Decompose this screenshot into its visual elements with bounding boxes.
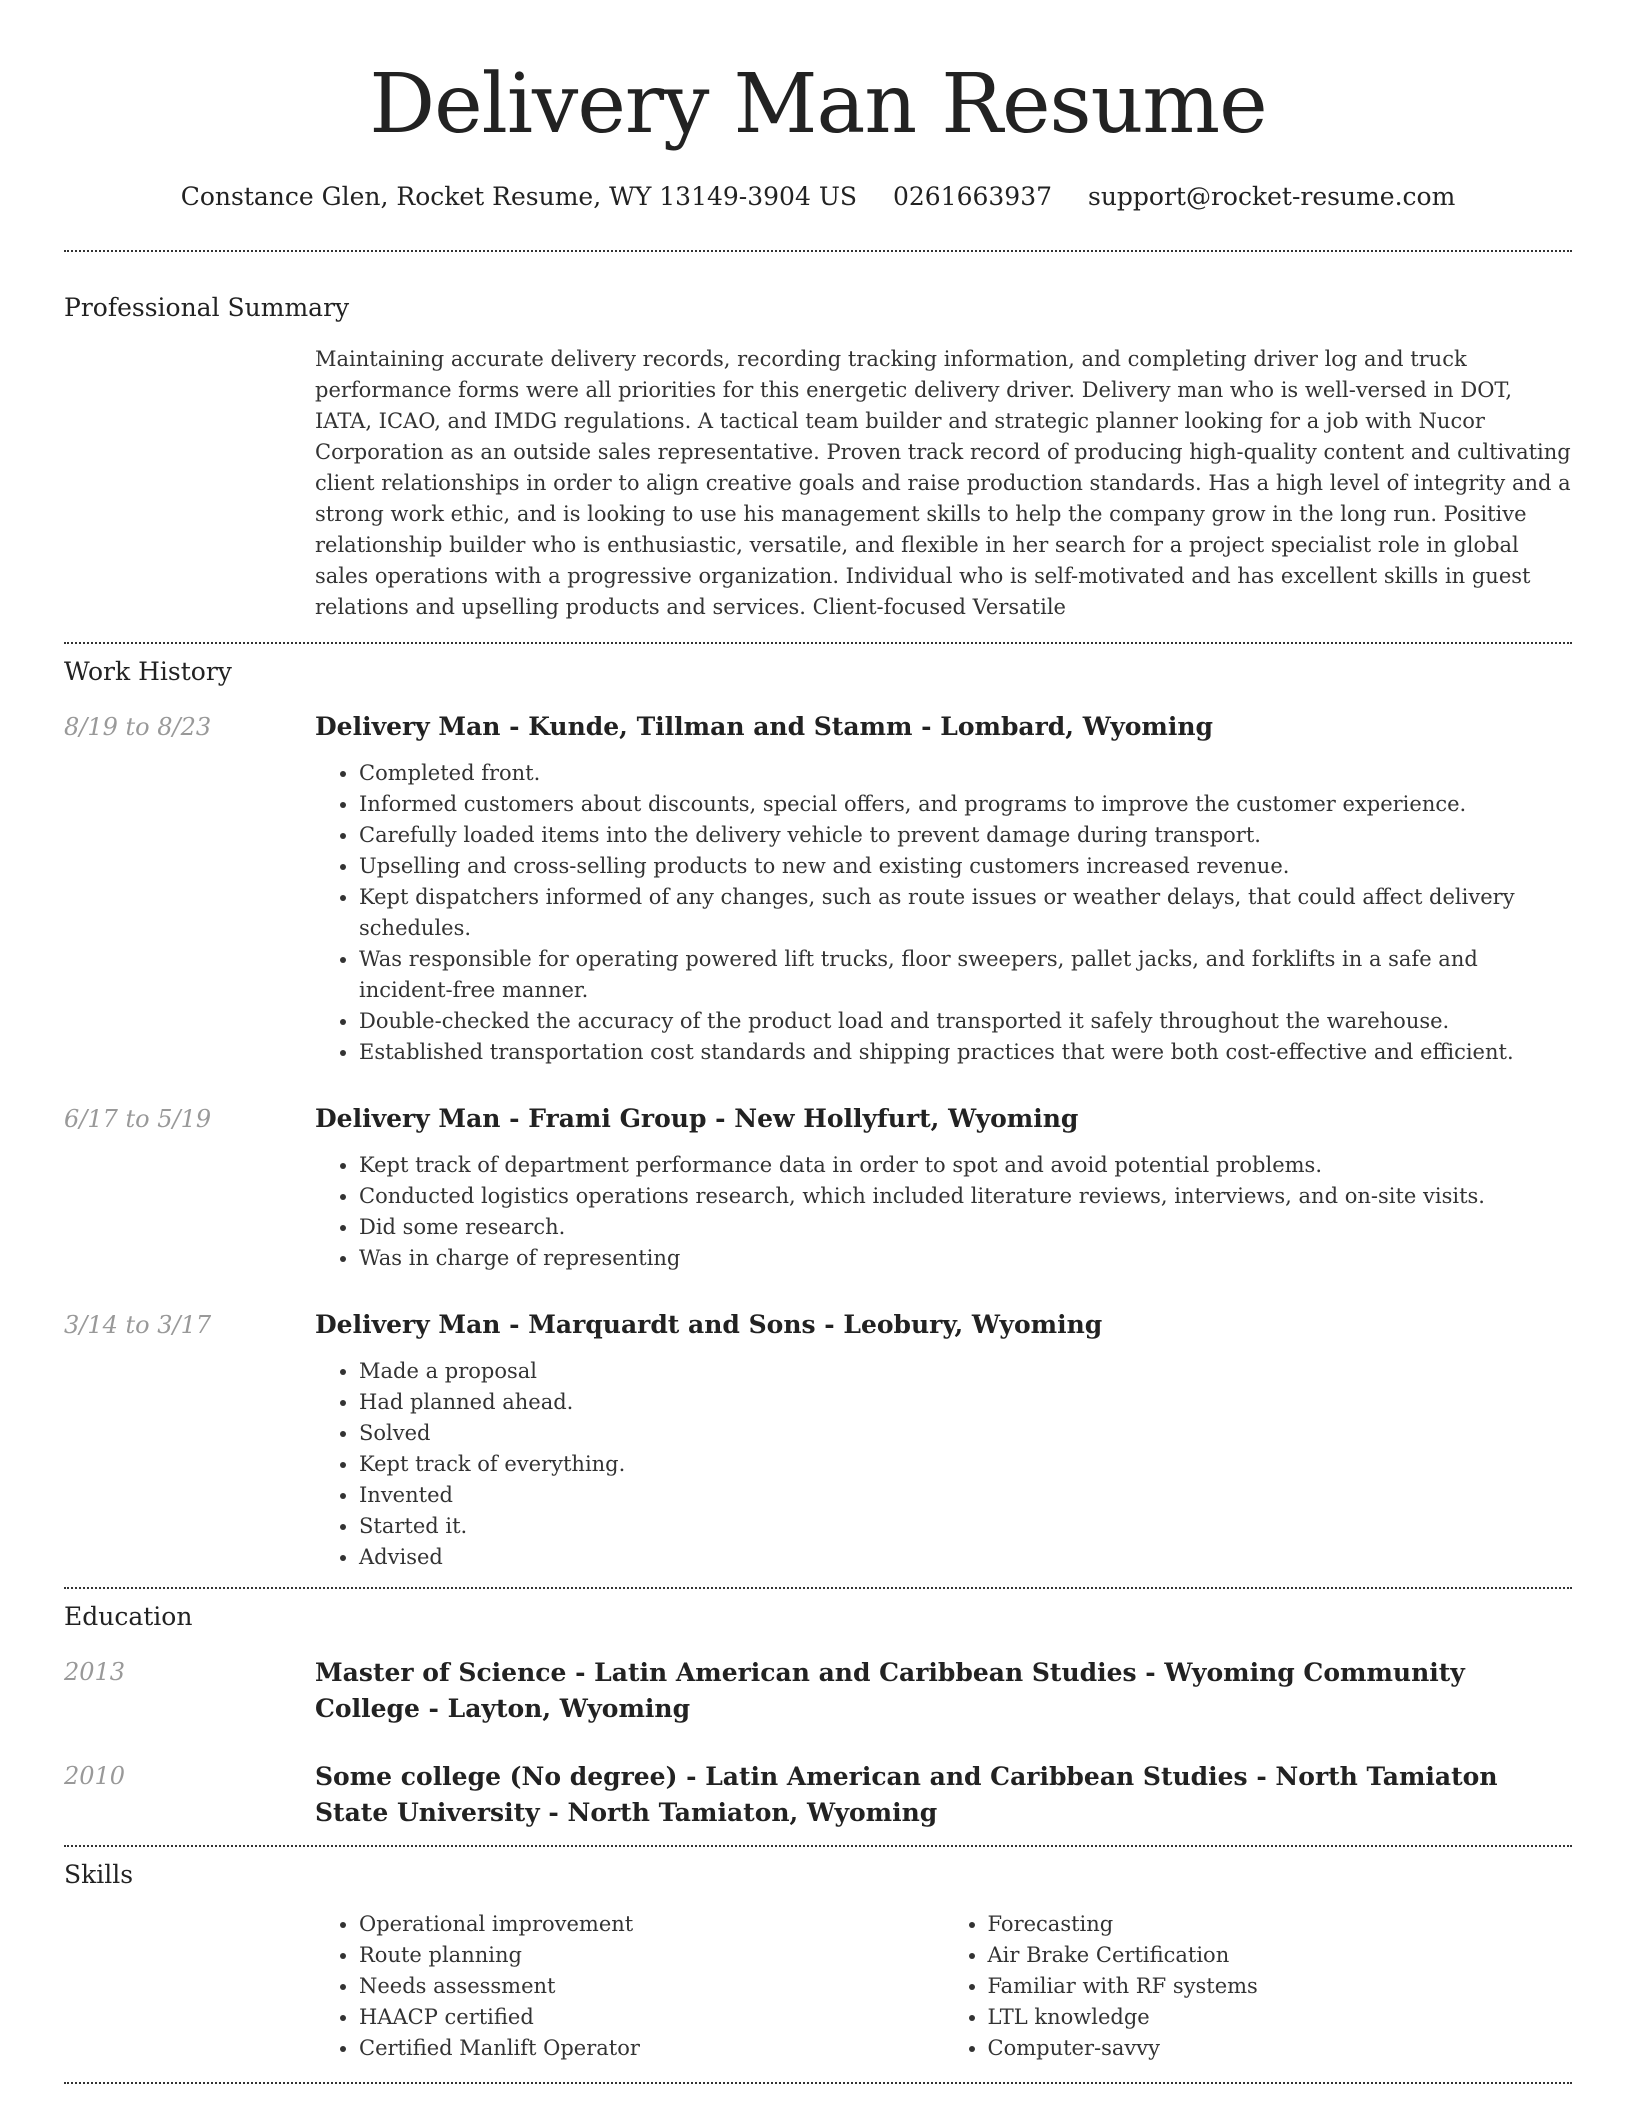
list-item: • Did some research. [359, 1212, 1572, 1243]
job-bullets [315, 758, 1572, 1068]
section-title-education: Education [64, 1602, 193, 1631]
summary-section [64, 252, 1572, 623]
job-bullets [315, 1150, 1572, 1274]
list-item: • Certified Manlift Operator [359, 2033, 944, 2064]
summary-text: Maintaining accurate delivery records, recording tracking information, and completing driver log and truck performance forms were all priorities for this energetic delivery driver. Delivery man who is well-versed in DOT, IATA, ICAO, and IMDG regulations. A tactical team builder and strategic planner looking for a job with Nucor Corporation as an outside sales representative. Proven track record of producing high-quality content and cultivating client relationships in order to align creative goals and raise production standards. Has a high level of integrity and a strong work ethic, and is looking to use his management skills to help the company grow in the long run. Positive relationship builder who is enthusiastic, versatile, and flexible in her search for a project specialist role in global sales operations with a progressive organization. Individual who is self-motivated and has excellent skills in guest relations and upselling products and services. Client-focused Versatile [315, 347, 1571, 619]
job-entry [64, 1102, 1572, 1274]
contact-phone: 0261663937 [892, 182, 1053, 211]
education-entry [64, 1655, 1572, 1727]
list-item: • Was responsible for operating powered lift trucks, floor sweepers, pallet jacks, and forklifts in a safe and incident-free manner. [359, 944, 1572, 1006]
job-entry [64, 710, 1572, 1068]
list-item: • Made a proposal [359, 1356, 1572, 1387]
job-dates: 8/19 to 8/23 [64, 713, 212, 741]
list-item: • Solved [359, 1418, 1572, 1449]
list-item: • Had planned ahead. [359, 1387, 1572, 1418]
list-item: • Double-checked the accuracy of the product load and transported it safely throughout the warehouse. [359, 1006, 1572, 1037]
education-year: 2013 [64, 1658, 126, 1686]
list-item: • HAACP certified [359, 2002, 944, 2033]
list-item: • Informed customers about discounts, special offers, and programs to improve the customer experience. [359, 789, 1572, 820]
education-title: Some college (No degree) - Latin American and Caribbean Studies - North Tamiaton State University - North Tamiaton, Wyoming [315, 1762, 1498, 1827]
job-bullets [315, 1356, 1572, 1573]
contact-email: support@rocket-resume.com [1087, 182, 1456, 211]
job-title: Delivery Man - Frami Group - New Hollyfurt, Wyoming [315, 1104, 1079, 1133]
skills-section [64, 1847, 1572, 2064]
job-dates: 6/17 to 5/19 [64, 1105, 212, 1133]
list-item: • Upselling and cross-selling products to new and existing customers increased revenue. [359, 851, 1572, 882]
section-title-skills: Skills [64, 1860, 134, 1889]
list-item: • Operational improvement [359, 1909, 944, 1940]
education-entry [64, 1759, 1572, 1831]
list-item: • Kept track of everything. [359, 1449, 1572, 1480]
contact-address: Constance Glen, Rocket Resume, WY 13149-3904 US [180, 182, 858, 211]
list-item: • Air Brake Certification [988, 1940, 1573, 1971]
list-item: • Carefully loaded items into the delivery vehicle to prevent damage during transport. [359, 820, 1572, 851]
list-item: • Computer-savvy [988, 2033, 1573, 2064]
education-section [64, 1589, 1572, 1831]
list-item: • Started it. [359, 1511, 1572, 1542]
list-item: • Was in charge of representing [359, 1243, 1572, 1274]
list-item: • Route planning [359, 1940, 944, 1971]
list-item: • Familiar with RF systems [988, 1971, 1573, 2002]
list-item: • Forecasting [988, 1909, 1573, 1940]
job-entry [64, 1308, 1572, 1573]
list-item: • Completed front. [359, 758, 1572, 789]
list-item: • LTL knowledge [988, 2002, 1573, 2033]
list-item: • Kept dispatchers informed of any changes, such as route issues or weather delays, that could affect delivery schedules. [359, 882, 1572, 944]
list-item: • Conducted logistics operations research, which included literature reviews, interviews, and on-site visits. [359, 1181, 1572, 1212]
contact-line [64, 178, 1572, 216]
skills-list-right [944, 1909, 1573, 2064]
list-item: • Needs assessment [359, 1971, 944, 2002]
resume-page [64, 0, 1572, 2084]
resume-header [64, 0, 1572, 216]
work-history-section [64, 644, 1572, 1573]
education-year: 2010 [64, 1762, 126, 1790]
skills-list-left [315, 1909, 944, 2064]
section-title-work-history: Work History [64, 657, 232, 686]
list-item: • Invented [359, 1480, 1572, 1511]
resume-title: Delivery Man Resume [369, 57, 1267, 152]
job-title: Delivery Man - Marquardt and Sons - Leobury, Wyoming [315, 1310, 1103, 1339]
education-title: Master of Science - Latin American and Caribbean Studies - Wyoming Community College - Layton, Wyoming [315, 1658, 1465, 1723]
section-title-summary: Professional Summary [64, 293, 350, 322]
job-title: Delivery Man - Kunde, Tillman and Stamm - Lombard, Wyoming [315, 712, 1214, 741]
job-dates: 3/14 to 3/17 [64, 1311, 212, 1339]
list-item: • Kept track of department performance data in order to spot and avoid potential problems. [359, 1150, 1572, 1181]
divider [64, 2082, 1572, 2084]
list-item: • Advised [359, 1542, 1572, 1573]
list-item: • Established transportation cost standards and shipping practices that were both cost-effective and efficient. [359, 1037, 1572, 1068]
